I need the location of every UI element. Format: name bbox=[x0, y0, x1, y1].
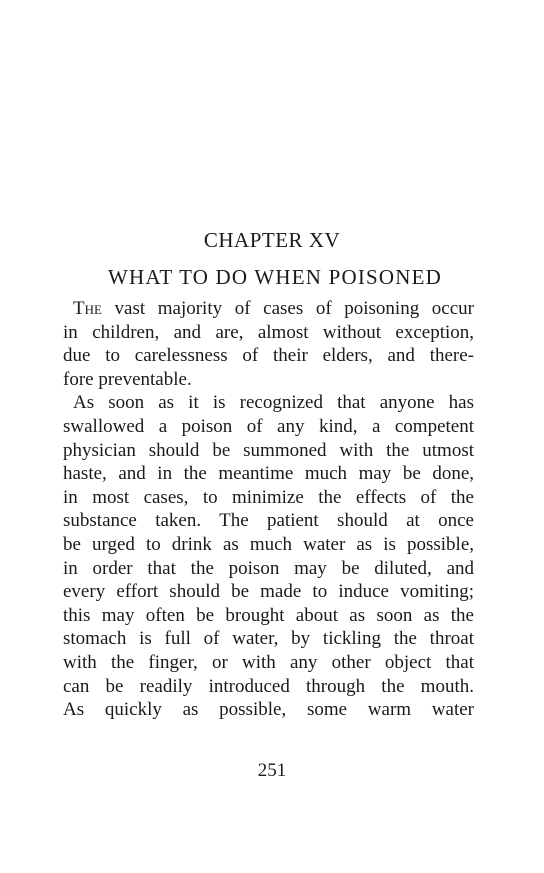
chapter-title: WHAT TO DO WHEN POISONED bbox=[107, 265, 443, 289]
text-line: haste, and in the meantime much may be done, bbox=[63, 463, 474, 485]
text-line: physician should be summoned with the utmost bbox=[63, 439, 474, 461]
text-line bbox=[63, 297, 474, 321]
text-line: be urged to drink as much water as is possible, bbox=[63, 533, 474, 555]
text-line: swallowed a poison of any kind, a competent bbox=[63, 415, 474, 437]
text-line: due to carelessness of their elders, and there- bbox=[63, 345, 474, 367]
text-line: stomach is full of water, by tickling the throat bbox=[63, 628, 474, 650]
text-line: in order that the poison may be diluted, and bbox=[63, 557, 474, 579]
text-line: fore preventable. bbox=[63, 368, 192, 390]
text-line: As soon as it is recognized that anyone has bbox=[73, 392, 474, 414]
text-line: with the finger, or with any other object that bbox=[63, 651, 474, 673]
text-line-rest: vast majority of cases of poisoning occur bbox=[101, 298, 474, 319]
text-line: As quickly as possible, some warm water bbox=[63, 699, 474, 721]
text-line: this may often be brought about as soon as the bbox=[63, 604, 474, 626]
body-text bbox=[63, 297, 474, 722]
text-line: in most cases, to minimize the effects of the bbox=[63, 486, 474, 508]
lead-word: The bbox=[73, 298, 102, 319]
page-number: 251 bbox=[257, 760, 287, 781]
chapter-number: CHAPTER XV bbox=[203, 228, 341, 252]
text-line: in children, and are, almost without exception, bbox=[63, 321, 474, 343]
text-line: every effort should be made to induce vomiting; bbox=[63, 581, 474, 603]
text-line: substance taken. The patient should at once bbox=[63, 510, 474, 532]
text-line: can be readily introduced through the mouth. bbox=[63, 675, 474, 697]
